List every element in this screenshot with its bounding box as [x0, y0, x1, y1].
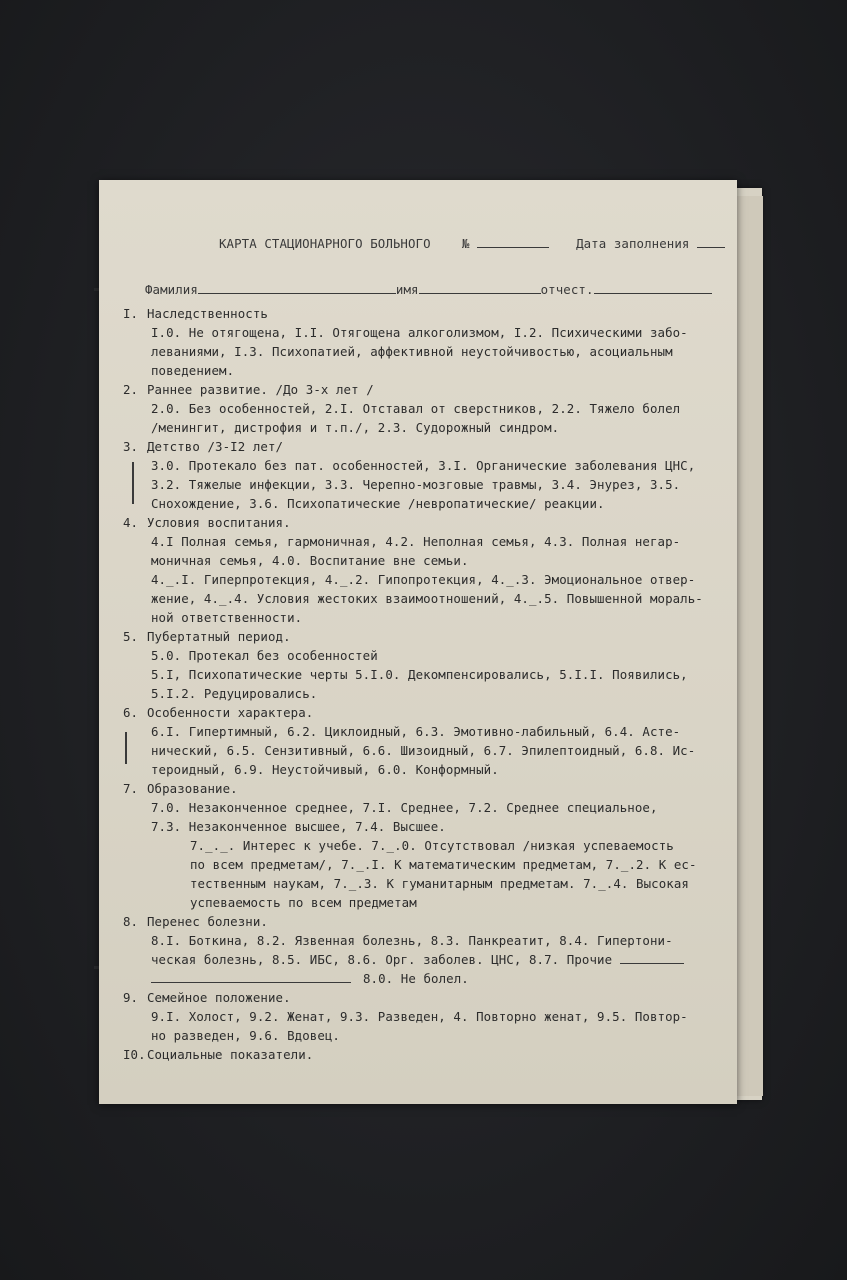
section-title: Условия воспитания.: [147, 515, 291, 530]
section-line-text: 3.2. Тяжелые инфекции, 3.3. Черепно-мозговые травмы, 3.4. Энурез, 3.5.: [151, 477, 681, 492]
date-label: Дата заполнения: [576, 236, 690, 251]
form-text: [99, 180, 737, 1104]
section-heading: [123, 779, 723, 798]
section-heading: [123, 1045, 723, 1064]
section-line: [123, 741, 723, 760]
section-line: [123, 589, 723, 608]
form-section: [123, 437, 723, 513]
section-tail-line: [123, 969, 723, 988]
section-line-text: тероидный, 6.9. Неустойчивый, 6.0. Конформный.: [151, 762, 499, 777]
section-heading: [123, 912, 723, 931]
section-title: Социальные показатели.: [147, 1047, 314, 1062]
section-line: [123, 494, 723, 513]
name-blank: [419, 281, 541, 294]
other-diseases-blank-continued: [151, 970, 351, 983]
section-number: I0.: [123, 1047, 146, 1062]
form-section: [123, 380, 723, 437]
section-number: I.: [123, 306, 139, 321]
section-line-text: 5.0. Протекал без особенностей: [151, 648, 378, 663]
section-heading: [123, 627, 723, 646]
section-heading: [123, 437, 723, 456]
section-line-text: жение, 4._.4. Условия жестоких взаимоотношений, 4._.5. Повышенной мораль-: [151, 591, 703, 606]
patronymic-label: отчест.: [540, 282, 594, 297]
section-line: [123, 798, 723, 817]
section-line-text: Снохождение, 3.6. Психопатические /невропатические/ реакции.: [151, 496, 605, 511]
section-line-text: леваниями, I.3. Психопатией, аффективной неустойчивостью, асоциальным: [151, 344, 673, 359]
section-title: Раннее развитие. /До 3-х лет /: [147, 382, 374, 397]
section-line-text: нический, 6.5. Сензитивный, 6.6. Шизоидный, 6.7. Эпилептоидный, 6.8. Ис-: [151, 743, 696, 758]
section-line-text: ческая болезнь, 8.5. ИБС, 8.6. Орг. заболев. ЦНС, 8.7. Прочие: [151, 952, 613, 967]
section-heading: [123, 304, 723, 323]
section-number: 9.: [123, 990, 139, 1005]
patient-name-row: [145, 280, 725, 299]
section-subline: тественным наукам, 7._.3. К гуманитарным предметам. 7._.4. Высокая: [190, 876, 689, 891]
section-number: 6.: [123, 705, 139, 720]
section-line: [123, 570, 723, 589]
section-line: [123, 1026, 723, 1045]
section-subline: успеваемость по всем предметам: [190, 895, 417, 910]
section-title: Детство /3-I2 лет/: [147, 439, 284, 454]
section-line-text: 7.0. Незаконченное среднее, 7.I. Среднее, 7.2. Среднее специальное,: [151, 800, 658, 815]
section-line-text: 8.I. Боткина, 8.2. Язвенная болезнь, 8.3. Панкреатит, 8.4. Гипертони-: [151, 933, 673, 948]
section-title: Особенности характера.: [147, 705, 314, 720]
margin-pencil-mark: [132, 462, 134, 504]
number-blank: [477, 235, 549, 248]
section-line: [123, 608, 723, 627]
section-number: 2.: [123, 382, 139, 397]
section-subline: 7._._. Интерес к учебе. 7._.0. Отсутствовал /низкая успеваемость: [190, 838, 674, 853]
section-line-text: ной ответственности.: [151, 610, 303, 625]
form-section: [123, 627, 723, 703]
form-section: [123, 1045, 723, 1064]
section-line-text: 6.I. Гипертимный, 6.2. Циклоидный, 6.3. Эмотивно-лабильный, 6.4. Асте-: [151, 724, 681, 739]
section-line: [123, 456, 723, 475]
name-label: имя: [395, 282, 419, 297]
section-line: [123, 551, 723, 570]
section-line: [123, 399, 723, 418]
form-section: [123, 304, 723, 380]
section-line-text: 4.I Полная семья, гармоничная, 4.2. Неполная семья, 4.3. Полная негар-: [151, 534, 681, 549]
section-line: [123, 532, 723, 551]
section-number: 4.: [123, 515, 139, 530]
section-line-text: I.0. Не отягощена, I.I. Отягощена алкоголизмом, I.2. Психическими забо-: [151, 325, 688, 340]
section-number: 8.: [123, 914, 139, 929]
margin-pencil-mark: [125, 732, 127, 764]
form-section: [123, 988, 723, 1045]
section-tail-text: 8.0. Не болел.: [363, 971, 469, 986]
section-line-text: но разведен, 9.6. Вдовец.: [151, 1028, 340, 1043]
section-line-text: 7.3. Незаконченное высшее, 7.4. Высшее.: [151, 819, 446, 834]
form-title: КАРТА СТАЦИОНАРНОГО БОЛЬНОГО: [219, 236, 431, 251]
form-section: [123, 779, 723, 912]
section-line: [123, 646, 723, 665]
section-line-text: 2.0. Без особенностей, 2.I. Отставал от сверстников, 2.2. Тяжело болел: [151, 401, 681, 416]
section-title: Наследственность: [147, 306, 268, 321]
section-line: [123, 342, 723, 361]
section-line: [123, 722, 723, 741]
section-number: 5.: [123, 629, 139, 644]
section-number: 3.: [123, 439, 139, 454]
form-section: [123, 912, 723, 988]
surname-label: Фамилия: [145, 282, 198, 297]
patronymic-blank: [594, 281, 712, 294]
section-line-text: 4._.I. Гиперпротекция, 4._.2. Гипопротекция, 4._.3. Эмоциональное отвер-: [151, 572, 696, 587]
section-heading: [123, 703, 723, 722]
section-line: [123, 665, 723, 684]
section-line: [123, 361, 723, 380]
other-diseases-blank: [620, 951, 684, 964]
section-line: [123, 931, 723, 950]
section-number: 7.: [123, 781, 139, 796]
section-heading: [123, 380, 723, 399]
section-line-text: 5.I.2. Редуцировались.: [151, 686, 318, 701]
section-line: [123, 418, 723, 437]
section-line: [123, 475, 723, 494]
section-title: Семейное положение.: [147, 990, 291, 1005]
document-page: [99, 180, 737, 1104]
section-line: [123, 684, 723, 703]
section-line: [123, 760, 723, 779]
section-title: Образование.: [147, 781, 238, 796]
section-line-text: 9.I. Холост, 9.2. Женат, 9.3. Разведен, 4. Повторно женат, 9.5. Повтор-: [151, 1009, 688, 1024]
section-line-text: моничная семья, 4.0. Воспитание вне семьи.: [151, 553, 469, 568]
number-label: №: [461, 236, 470, 251]
section-line-text: поведением.: [151, 363, 235, 378]
form-sections: [123, 304, 723, 1064]
date-blank: [697, 235, 725, 248]
section-line-text: 5.I, Психопатические черты 5.I.0. Декомпенсировались, 5.I.I. Появились,: [151, 667, 688, 682]
section-heading: [123, 988, 723, 1007]
section-line: [123, 323, 723, 342]
section-line: [123, 1007, 723, 1026]
surname-blank: [198, 281, 396, 294]
section-title: Пубертатный период.: [147, 629, 291, 644]
form-section: [123, 703, 723, 779]
section-line: [123, 817, 723, 836]
section-title: Перенес болезни.: [147, 914, 268, 929]
form-section: [123, 513, 723, 627]
section-line: [123, 950, 723, 969]
section-line-text: 3.0. Протекало без пат. особенностей, 3.I. Органические заболевания ЦНС,: [151, 458, 696, 473]
section-heading: [123, 513, 723, 532]
form-header: [219, 234, 719, 253]
section-line-text: /менингит, дистрофия и т.п./, 2.3. Судорожный синдром.: [151, 420, 560, 435]
section-subline: по всем предметам/, 7._.I. К математическим предметам, 7._.2. К ес-: [190, 857, 697, 872]
